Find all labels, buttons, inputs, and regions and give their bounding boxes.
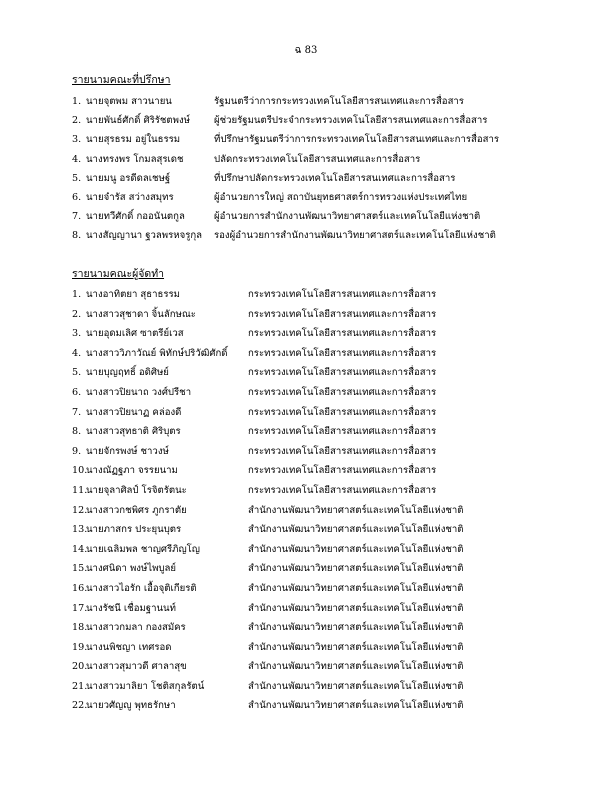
row-number: 10. [72,465,88,477]
staff-row [72,403,464,423]
row-number: 14. [72,543,88,555]
staff-organization: สำนักงานพัฒนาวิทยาศาสตร์และเทคโนโลยีแห่งชาติ [248,543,464,555]
advisor-name: นายมนู อรดีดลเชษฐ์ [86,172,171,184]
staff-organization: กระทรวงเทคโนโลยีสารสนเทศและการสื่อสาร [248,386,437,398]
row-number: 17. [72,602,88,614]
staff-organization: กระทรวงเทคโนโลยีสารสนเทศและการสื่อสาร [248,406,437,418]
staff-row [72,344,464,364]
row-number: 3. [72,134,82,146]
staff-name: นายเฉลิมพล ชาญศรีภิญโญ [86,543,200,555]
advisor-row [72,188,499,207]
advisor-position: ที่ปรึกษาปลัดกระทรวงเทคโนโลยีสารสนเทศและการสื่อสาร [214,172,456,184]
staff-name: นางสาวปิยนาถ วงศ์ปรีชา [86,386,192,398]
staff-row [72,540,464,560]
staff-row [72,442,464,462]
advisor-name: นายพันธ์ศักดิ์ ศิริรัชตพงษ์ [86,115,190,127]
staff-name: นางสาวปิยนาฏ คล่องดี [86,406,182,418]
row-number: 15. [72,563,88,575]
staff-organization: สำนักงานพัฒนาวิทยาศาสตร์และเทคโนโลยีแห่งชาติ [248,563,464,575]
row-number: 21. [72,680,88,692]
staff-name: นางสาวกชพิศร ภูกราตัย [86,504,187,516]
staff-row [72,579,464,599]
row-number: 4. [72,347,82,359]
page-number: ฉ 83 [294,45,318,56]
row-number: 16. [72,582,88,594]
advisor-row [72,226,499,245]
advisors-title: รายนามคณะที่ปรึกษา [72,74,171,86]
advisor-row [72,92,499,111]
staff-organization: กระทรวงเทคโนโลยีสารสนเทศและการสื่อสาร [248,426,437,438]
staff-organization: สำนักงานพัฒนาวิทยาศาสตร์และเทคโนโลยีแห่งชาติ [248,641,464,653]
staff-name: นายวศัญญู พุทธรักษา [86,700,176,712]
staff-name: นายภาสกร ประยุนบุตร [86,524,182,536]
staff-organization: สำนักงานพัฒนาวิทยาศาสตร์และเทคโนโลยีแห่งชาติ [248,700,464,712]
staff-organization: กระทรวงเทคโนโลยีสารสนเทศและการสื่อสาร [248,328,437,340]
staff-row [72,422,464,442]
staff-name: นางศนิดา พงษ์ไพบูลย์ [86,563,177,575]
staff-organization: สำนักงานพัฒนาวิทยาศาสตร์และเทคโนโลยีแห่งชาติ [248,504,464,516]
row-number: 20. [72,661,88,673]
row-number: 1. [72,96,82,107]
row-number: 6. [72,386,82,398]
staff-name: นางสาวสุทธาติ ศิริบุตร [86,426,181,438]
staff-name: นางณัฏฐภา จรรยนาม [86,465,178,477]
advisor-name: นายจุตพม สาวนายน [86,96,172,107]
staff-name: นางรัชนี เชื่อมฐานนท์ [86,602,176,614]
advisor-row [72,150,499,169]
advisor-position: รัฐมนตรีว่าการกระทรวงเทคโนโลยีสารสนเทศและการสื่อสาร [214,96,464,107]
staff-organization: กระทรวงเทคโนโลยีสารสนเทศและการสื่อสาร [248,308,437,320]
advisors-list [72,92,499,246]
staff-organization: กระทรวงเทคโนโลยีสารสนเทศและการสื่อสาร [248,445,437,457]
row-number: 2. [72,308,82,320]
staff-organization: กระทรวงเทคโนโลยีสารสนเทศและการสื่อสาร [248,465,437,477]
staff-name: นางสาวสุชาดา จิ้นลักษณะ [86,308,196,320]
staff-name: นางสาวสุมาวดี ศาลาสุข [86,661,187,673]
row-number: 8. [72,426,82,438]
staff-row [72,383,464,403]
advisor-position: ผู้อำนวยการสำนักงานพัฒนาวิทยาศาสตร์และเทคโนโลยีแห่งชาติ [214,211,481,223]
row-number: 11. [72,484,88,496]
staff-organization: สำนักงานพัฒนาวิทยาศาสตร์และเทคโนโลยีแห่งชาติ [248,661,464,673]
staff-row [72,657,464,677]
staff-name: นายจุลาศิลป์ โรจิตรัตนะ [86,484,187,496]
advisor-position: ผู้อำนวยการใหญ่ สถาบันยุทธศาสตร์การทรวงแห่งประเทศไทย [214,191,468,203]
row-number: 22. [72,700,88,712]
row-number: 4. [72,153,82,165]
staff-name: นางสาวมาลิยา โชติสกุลรัตน์ [86,680,205,692]
row-number: 1. [72,289,82,300]
staff-name: นางสาวไอรัก เอื้อจุติเกียรติ [86,582,197,594]
row-number: 18. [72,622,88,634]
advisor-row [72,130,499,149]
staff-list [72,285,464,716]
staff-name: นางสาวกมลา กองสมัคร [86,622,186,634]
advisor-name: นายสุรธรม อยู่ในธรรม [86,134,181,146]
staff-row [72,501,464,521]
staff-row [72,599,464,619]
staff-organization: กระทรวงเทคโนโลยีสารสนเทศและการสื่อสาร [248,367,437,379]
staff-row [72,677,464,697]
staff-name: นางอาทิตยา สุธาธรรม [86,289,180,300]
advisor-name: นายทวีศักดิ์ กออนันตกูล [86,211,185,223]
advisor-position: รองผู้อำนวยการสำนักงานพัฒนาวิทยาศาสตร์และเทคโนโลยีแห่งชาติ [214,230,496,242]
staff-title: รายนามคณะผู้จัดทำ [72,268,165,280]
staff-row [72,520,464,540]
staff-name: นายอุดมเลิศ ซาตรีย์เวส [86,328,184,340]
advisor-position: ปลัดกระทรวงเทคโนโลยีสารสนเทศและการสื่อสาร [214,153,421,165]
row-number: 12. [72,504,88,516]
staff-row [72,618,464,638]
staff-organization: สำนักงานพัฒนาวิทยาศาสตร์และเทคโนโลยีแห่งชาติ [248,582,464,594]
advisor-row [72,207,499,226]
row-number: 6. [72,191,82,203]
advisor-row [72,111,499,130]
staff-row [72,481,464,501]
staff-organization: กระทรวงเทคโนโลยีสารสนเทศและการสื่อสาร [248,347,437,359]
row-number: 13. [72,524,88,536]
staff-row [72,461,464,481]
staff-organization: กระทรวงเทคโนโลยีสารสนเทศและการสื่อสาร [248,289,437,300]
staff-organization: สำนักงานพัฒนาวิทยาศาสตร์และเทคโนโลยีแห่งชาติ [248,680,464,692]
staff-row [72,696,464,716]
row-number: 9. [72,445,82,457]
row-number: 8. [72,230,82,242]
staff-name: นางนพิชญา เทศรอด [86,641,172,653]
staff-organization: สำนักงานพัฒนาวิทยาศาสตร์และเทคโนโลยีแห่งชาติ [248,622,464,634]
staff-organization: กระทรวงเทคโนโลยีสารสนเทศและการสื่อสาร [248,484,437,496]
staff-name: นายจักรพงษ์ ชาวงษ์ [86,445,169,457]
staff-row [72,638,464,658]
advisor-name: นายจำรัส สว่างสมุทร [86,191,174,203]
staff-name: นางสาววิภาวัณย์ พิทักษ์ปริวัฒิศักดิ์ [86,347,228,359]
staff-organization: สำนักงานพัฒนาวิทยาศาสตร์และเทคโนโลยีแห่งชาติ [248,602,464,614]
row-number: 3. [72,328,82,340]
staff-row [72,324,464,344]
staff-row [72,363,464,383]
staff-row [72,559,464,579]
row-number: 7. [72,211,82,223]
advisor-position: ผู้ช่วยรัฐมนตรีประจำกระทรวงเทคโนโลยีสารสนเทศและการสื่อสาร [214,115,488,127]
staff-row [72,285,464,305]
row-number: 5. [72,172,82,184]
staff-row [72,305,464,325]
row-number: 5. [72,367,82,379]
advisor-name: นางทรงพร โกมลสุรเดช [86,153,184,165]
row-number: 7. [72,406,82,418]
staff-name: นายบุญฤทธิ์ อดิศิษย์ [86,367,169,379]
advisor-name: นางสัญญานา ฐวลพรหจรูกุล [86,230,203,242]
staff-organization: สำนักงานพัฒนาวิทยาศาสตร์และเทคโนโลยีแห่งชาติ [248,524,464,536]
advisor-row [72,169,499,188]
advisor-position: ที่ปรึกษารัฐมนตรีว่าการกระทรวงเทคโนโลยีสารสนเทศและการสื่อสาร [214,134,500,146]
row-number: 2. [72,115,82,127]
row-number: 19. [72,641,88,653]
